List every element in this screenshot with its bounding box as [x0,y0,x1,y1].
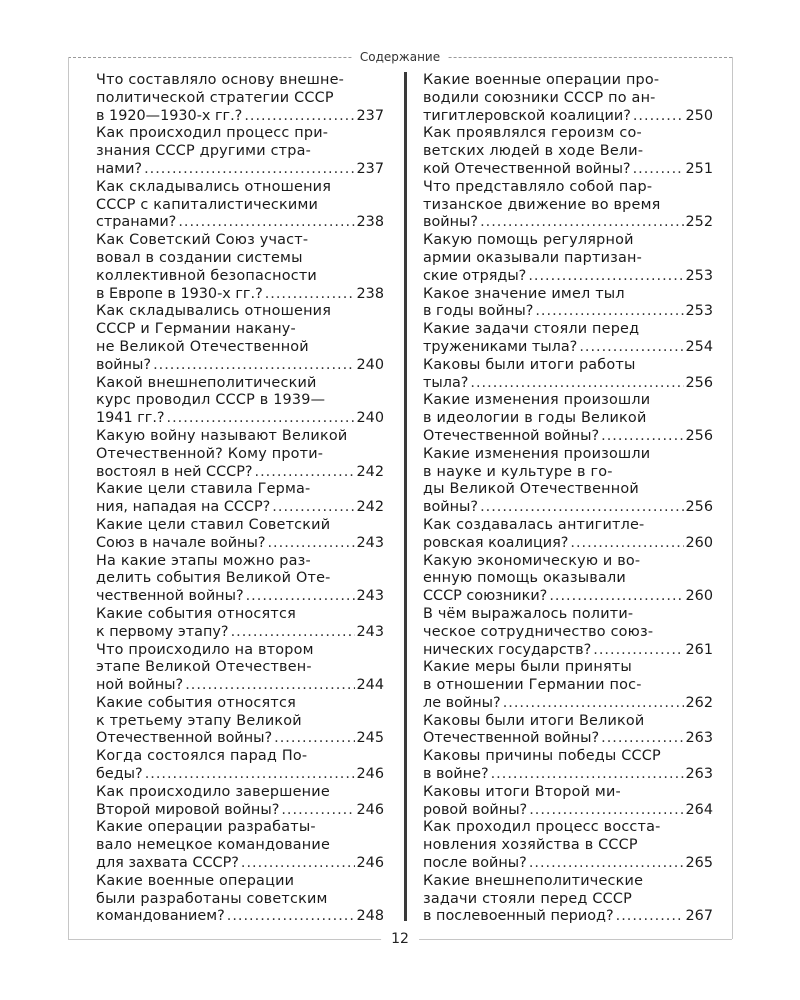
toc-entry-last-line [96,357,384,375]
toc-entry-line: ветских людей в ходе Вели- [423,143,644,160]
toc-page-number: 263 [685,766,713,783]
toc-entry-line: Каковы были итоги работы [423,356,636,373]
toc-page-number: 261 [685,641,713,658]
toc-page-number: 265 [685,855,713,872]
toc-entry-line: тружениками тыла? [423,338,578,355]
toc-entry-line: Какой внешнеполитический [96,374,317,391]
dot-leader [570,535,683,553]
toc-entry-line: новления хозяйства в СССР [423,837,638,854]
toc-page-number: 243 [356,623,384,640]
toc-entry-line: в годы войны? [423,303,534,320]
page-number: 12 [381,930,419,948]
toc-entry-line: Что происходило на втором [96,641,314,658]
toc-entry-last-line [96,535,384,553]
toc-entry-line: знания СССР другими стра- [96,143,312,160]
toc-entry-line: войны? [96,356,152,373]
toc-entry-line: в Европе в 1930-х гг.? [96,285,263,302]
toc-entry[interactable] [96,375,384,428]
toc-entry-last-line [96,286,384,304]
toc-entry-line: Какие цели ставил Советский [96,516,331,533]
toc-page-number: 238 [356,214,384,231]
toc-entry[interactable] [96,873,384,926]
toc-entry-line: Как складывались отношения [96,178,332,195]
toc-entry[interactable] [96,72,384,125]
toc-entry-line: Какое значение имел тыл [423,285,625,302]
toc-page-number: 240 [356,356,384,373]
toc-page-number: 262 [685,694,713,711]
toc-entry-line: Какие изменения произошли [423,392,651,409]
toc-page-number: 256 [685,499,713,516]
toc-entry-line: Отечественной войны? [96,730,273,747]
toc-page-number: 240 [356,410,384,427]
toc-page-number: 253 [685,267,713,284]
toc-entry-line: Как складывались отношения [96,303,332,320]
toc-entry[interactable] [96,303,384,374]
dot-leader [593,642,683,660]
toc-entry-last-line [423,161,713,179]
toc-entry[interactable] [423,606,713,659]
dot-leader [153,357,354,375]
dot-leader [535,303,683,321]
dot-leader [470,375,683,393]
toc-entry-line: 1941 гг.? [96,410,165,427]
frame-right-border [732,57,733,939]
toc-entry-line: Какие военные операции про- [423,72,660,88]
toc-entry-line: тигитлеровской коалиции? [423,107,631,124]
toc-entry[interactable] [423,748,713,784]
toc-entry-line: армии оказывали партизан- [423,249,643,266]
toc-entry[interactable] [96,606,384,642]
dot-leader [480,499,683,517]
toc-entry-line: ровой войны? [423,801,528,818]
dot-leader [601,428,683,446]
toc-page-number: 242 [356,499,384,516]
toc-entry-line: Какие изменения произошли [423,445,651,462]
toc-page-number: 260 [685,534,713,551]
toc-entry-line: беды? [96,766,143,783]
toc-entry-line: Какие операции разрабаты- [96,819,316,836]
dot-leader [601,730,683,748]
toc-entry-line: в идеологии в годы Великой [423,410,647,427]
toc-entry[interactable] [423,286,713,322]
dot-leader [144,161,354,179]
toc-entry-line: войны? [423,499,479,516]
dot-leader [274,730,354,748]
toc-entry-line: Какие военные операции [96,872,295,889]
toc-entry[interactable] [423,553,713,606]
toc-entry-line: Союз в начале войны? [96,534,266,551]
toc-entry[interactable] [96,232,384,303]
toc-entry-line: Каковы были итоги Великой [423,712,645,729]
toc-entry-last-line [423,428,713,446]
toc-entry-last-line [423,695,713,713]
toc-entry-line: Второй мировой войны? [96,801,280,818]
toc-entry-last-line [96,624,384,642]
toc-entry-line: Какие цели ставила Герма- [96,481,311,498]
toc-entry[interactable] [423,446,713,517]
toc-entry-last-line [96,766,384,784]
toc-entry[interactable] [423,517,713,553]
toc-page-number: 245 [356,730,384,747]
toc-entry-line: Каковы причины победы СССР [423,748,661,765]
toc-entry-line: ские отряды? [423,267,527,284]
toc-entry-line: Какие события относятся [96,605,296,622]
dot-leader [616,908,684,926]
toc-entry-line: Как Советский Союз участ- [96,232,309,249]
toc-entry-line: Как создавалась антигитле- [423,516,645,533]
toc-page-number: 267 [685,908,713,925]
toc-entry-line: Когда состоялся парад По- [96,748,308,765]
toc-entry-last-line [423,339,713,357]
toc-entry-last-line [96,499,384,517]
toc-page-number: 251 [685,160,713,177]
dot-leader [633,108,684,126]
toc-page-number: 253 [685,303,713,320]
toc-entry[interactable] [96,819,384,872]
toc-entry-last-line [96,677,384,695]
toc-page-number: 264 [685,801,713,818]
toc-entry[interactable] [423,179,713,232]
toc-page-number: 256 [685,374,713,391]
toc-entry[interactable] [423,659,713,712]
toc-entry-line: ной войны? [96,677,184,694]
dot-leader [185,677,354,695]
toc-entry[interactable] [96,784,384,820]
page-header-rule [68,50,732,64]
toc-page-number: 242 [356,463,384,480]
toc-entry[interactable] [96,642,384,695]
toc-entry-line: в 1920—1930-х гг.? [96,107,243,124]
dot-leader [227,908,355,926]
toc-entry-last-line [96,161,384,179]
toc-entry-line: востоял в ней СССР? [96,463,253,480]
toc-page-number: 263 [685,730,713,747]
toc-entry-line: к третьему этапу Великой [96,712,302,729]
toc-entry[interactable] [96,517,384,553]
toc-entry-line: задачи стояли перед СССР [423,890,632,907]
toc-entry[interactable] [96,125,384,178]
toc-entry-last-line [423,499,713,517]
toc-entry-line: чественной войны? [96,588,244,605]
toc-entry-last-line [423,268,713,286]
toc-entry-last-line [423,855,713,873]
dot-leader [579,339,683,357]
dot-leader [529,802,683,820]
toc-entry[interactable] [96,179,384,232]
toc-entry-line: к первому этапу? [96,623,229,640]
toc-entry-line: не Великой Отечественной [96,338,309,355]
toc-entry-line: Как проходил процесс восста- [423,819,661,836]
toc-entry[interactable] [96,553,384,606]
toc-page-number: 256 [685,427,713,444]
toc-entry-line: Какие задачи стояли перед [423,321,640,338]
dot-leader [528,268,683,286]
toc-entry-last-line [96,108,384,126]
toc-entry-line: тизанское движение во время [423,196,661,213]
toc-entry-line: Как происходил процесс при- [96,125,329,142]
toc-entry-line: Какие меры были приняты [423,659,632,676]
toc-entry-line: ды Великой Отечественной [423,481,639,498]
toc-entry-line: Как происходило завершение [96,783,330,800]
toc-entry[interactable] [423,819,713,872]
toc-entry-line: ния, нападая на СССР? [96,499,271,516]
frame-left-border [68,57,69,939]
toc-entry-last-line [96,855,384,873]
toc-entry[interactable] [96,748,384,784]
toc-entry[interactable] [423,784,713,820]
dot-leader [246,588,355,606]
toc-entry-line: Какую войну называют Великой [96,427,348,444]
toc-entry-line: были разработаны советским [96,890,328,907]
toc-entry[interactable] [423,392,713,445]
toc-entry-line: нами? [96,160,143,177]
toc-entry-line: коллективной безопасности [96,267,317,284]
toc-page-number: 248 [356,908,384,925]
toc-page-number: 260 [685,588,713,605]
dot-leader [167,410,355,428]
toc-entry-last-line [423,642,713,660]
toc-entry-last-line [423,908,713,926]
toc-page-number: 250 [685,107,713,124]
toc-entry-last-line [96,464,384,482]
toc-page-number: 237 [356,160,384,177]
toc-entry-line: кой Отечественной войны? [423,160,631,177]
toc-entry-line: нических государств? [423,641,592,658]
toc-entry-line: Как проявлялся героизм со- [423,125,642,142]
toc-entry-line: Что составляло основу внешне- [96,72,345,88]
page-footer-rule [68,931,732,947]
toc-entry-line: этапе Великой Отечествен- [96,659,312,676]
toc-entry-line: странами? [96,214,177,231]
toc-entry-line: Какие внешнеполитические [423,872,644,889]
dot-leader [231,624,355,642]
toc-entry-line: Каковы итоги Второй ми- [423,783,621,800]
toc-entry-last-line [96,588,384,606]
toc-entry-line: в послевоенный период? [423,908,614,925]
toc-entry-last-line [423,535,713,553]
dot-leader [281,802,354,820]
toc-entry[interactable] [96,695,384,748]
toc-entry-last-line [423,730,713,748]
toc-entry-line: Отечественной? Кому проти- [96,445,324,462]
toc-page-number: 243 [356,534,384,551]
toc-entry-line: Что представляло собой пар- [423,178,653,195]
toc-entry-line: вовал в создании системы [96,249,303,266]
toc-entry-line: после войны? [423,855,527,872]
toc-entry-last-line [96,908,384,926]
dot-leader [267,535,354,553]
dot-leader [503,695,684,713]
section-title: Содержание [352,49,448,65]
toc-entry-line: Отечественной войны? [423,730,600,747]
toc-entry[interactable] [96,428,384,481]
dot-leader [549,588,683,606]
toc-entry-last-line [423,108,713,126]
toc-entry-line: в войне? [423,766,489,783]
toc-entry-line: На какие этапы можно раз- [96,552,311,569]
toc-entry-line: войны? [423,214,479,231]
toc-entry-line: делить события Великой Оте- [96,570,331,587]
toc-entry-last-line [423,588,713,606]
toc-page-number: 246 [356,766,384,783]
toc-entry-line: СССР союзники? [423,588,548,605]
dot-leader [265,286,355,304]
toc-entry-line: В чём выражалось полити- [423,605,634,622]
toc-entry-line: для захвата СССР? [96,855,239,872]
toc-entry-line: Какую помощь регулярной [423,232,634,249]
toc-page-number: 243 [356,588,384,605]
toc-entry-last-line [96,730,384,748]
toc-entry-line: СССР с капиталистическими [96,196,319,213]
toc-entry-last-line [423,375,713,393]
toc-page-number: 246 [356,855,384,872]
toc-entry-line: в науке и культуре в го- [423,463,613,480]
toc-entry-line: Отечественной войны? [423,427,600,444]
toc-column-right [423,72,713,926]
toc-entry-last-line [423,214,713,232]
toc-entry-last-line [96,214,384,232]
column-divider [404,72,407,921]
toc-entry[interactable] [423,125,713,178]
toc-entry[interactable] [423,321,713,357]
toc-entry-line: курс проводил СССР в 1939— [96,392,326,409]
dot-leader [491,766,684,784]
dot-leader [272,499,354,517]
dot-leader [178,214,354,232]
toc-entry-line: тыла? [423,374,469,391]
toc-entry-last-line [96,410,384,428]
toc-entry[interactable] [423,357,713,393]
dot-leader [241,855,355,873]
dot-leader [244,108,354,126]
toc-entry-last-line [423,766,713,784]
dot-leader [633,161,684,179]
dot-leader [255,464,355,482]
toc-entry-line: енную помощь оказывали [423,570,626,587]
toc-page-number: 252 [685,214,713,231]
toc-entry[interactable] [423,713,713,749]
toc-page-number: 246 [356,801,384,818]
toc-entry-line: вало немецкое командование [96,837,331,854]
toc-entry-line: Какую экономическую и во- [423,552,641,569]
toc-page-number: 244 [356,677,384,694]
toc-column-left [96,72,384,926]
dot-leader [145,766,355,784]
toc-entry[interactable] [423,232,713,285]
toc-entry-line: водили союзники СССР по ан- [423,89,656,106]
toc-entry[interactable] [96,481,384,517]
toc-entry-line: СССР и Германии накану- [96,321,296,338]
toc-entry[interactable] [423,873,713,926]
toc-entry-line: ческое сотрудничество союз- [423,623,654,640]
toc-page-number: 254 [685,338,713,355]
toc-entry-line: ле войны? [423,694,501,711]
toc-entry-last-line [96,802,384,820]
toc-entry-line: политической стратегии СССР [96,89,334,106]
dot-leader [480,214,683,232]
toc-page-number: 238 [356,285,384,302]
toc-entry-line: в отношении Германии пос- [423,677,642,694]
toc-entry-last-line [423,802,713,820]
toc-entry-line: Какие события относятся [96,694,296,711]
toc-entry-line: командованием? [96,908,225,925]
toc-entry-last-line [423,303,713,321]
toc-entry[interactable] [423,72,713,125]
toc-page-number: 237 [356,107,384,124]
dot-leader [529,855,684,873]
toc-entry-line: ровская коалиция? [423,534,569,551]
